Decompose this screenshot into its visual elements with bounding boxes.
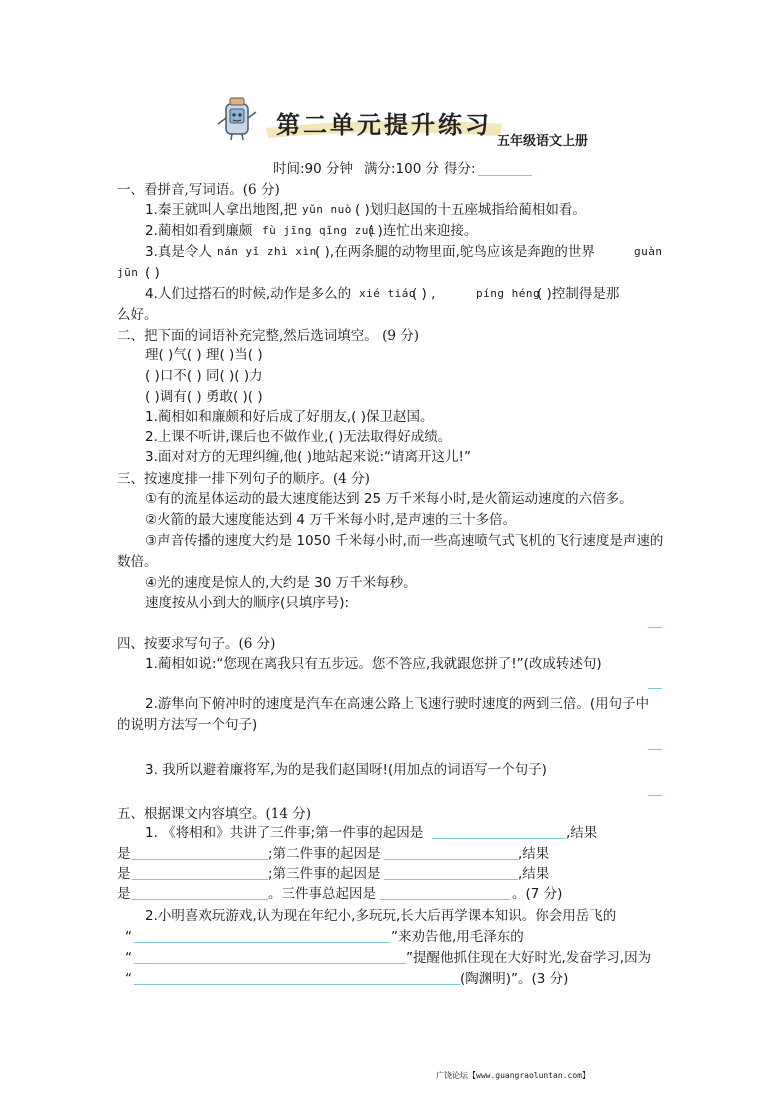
q3-pinyin-2: guàn: [634, 245, 663, 258]
blank-second-cause[interactable]: [384, 859, 518, 860]
story-l3-a: 是: [117, 866, 131, 882]
story-l2-b: ;第二件事的起因是: [268, 846, 381, 862]
idiom-row-3: ( )调有( ) 勇敢( )( ): [145, 389, 263, 405]
q4-text-a: 4.人们过搭石的时候,动作是多么的: [145, 286, 352, 302]
story-l3-b: ;第三件事的起因是: [268, 866, 381, 882]
fill-q3: 3.面对对方的无理纠缠,他( )地站起来说:“请离开这儿!”: [145, 449, 471, 465]
q4-pinyin: xié tiáo: [359, 287, 416, 300]
q2-text-b: ( )连忙出来迎接。: [368, 223, 478, 239]
blank-overall-cause[interactable]: [380, 899, 510, 900]
blank-taoyuanming-quote[interactable]: [134, 984, 460, 985]
rewrite-q3: 3. 我所以避着廉将军,为的是我们赵国呀!(用加点的词语写一个句子): [145, 762, 547, 778]
story-l4-a: 是: [117, 886, 131, 902]
q4-text-c: ( )控制得是那: [537, 286, 620, 302]
quote-q2-a: 2.小明喜欢玩游戏,认为现在年纪小,多玩玩,长大后再学课本知识。你会用岳飞的: [145, 908, 617, 924]
speed-sentence-4: ④光的速度是惊人的,大约是 30 万千米每秒。: [145, 575, 417, 591]
blank-first-cause[interactable]: [432, 838, 566, 839]
quote-open-2: “: [125, 950, 132, 966]
q4-text-d: 么好。: [117, 307, 158, 323]
rewrite-q1: 1.蔺相如说:“您现在离我只有五步远。您不答应,我就跟您拼了!”(改成转述句): [145, 656, 602, 672]
idiom-row-1: 理( )气( ) 理( )当( ): [145, 347, 263, 363]
q1-text-b: ( )划归赵国的十五座城指给蔺相如看。: [355, 202, 586, 218]
quote-open-3: “: [125, 971, 132, 987]
q2-pinyin: fù jīng qǐng zuì: [262, 224, 376, 237]
robot-mascot-icon: [212, 94, 262, 142]
story-l2-c: ,结果: [518, 846, 550, 862]
fill-q2: 2.上课不听讲,课后也不做作业,( )无法取得好成绩。: [145, 429, 452, 445]
section-1-heading: 一、看拼音,写词语。(6 分): [117, 182, 280, 198]
rewrite-q2-answer-line[interactable]: [648, 749, 662, 750]
q2-text-a: 2.蔺相如看到廉颇: [145, 223, 253, 239]
q4-text-b: ( ) ,: [412, 286, 436, 302]
q4-pinyin-2: píng héng: [476, 287, 541, 300]
blank-yuefei-quote[interactable]: [134, 942, 390, 943]
rewrite-q2a: 2.游隼向下俯冲时的速度是汽车在高速公路上飞速行驶时速度的两到三倍。(用句子中: [145, 696, 650, 712]
section-3-heading: 三、按速度排一排下列句子的顺序。(4 分): [117, 471, 370, 487]
story-q1-b: ,结果: [566, 825, 598, 841]
q1-text-a: 1.秦王就叫人拿出地图,把: [145, 202, 298, 218]
fill-q1: 1.蔺相如和廉颇和好后成了好朋友,( )保卫赵国。: [145, 409, 434, 425]
q3-pinyin: nán yǐ zhì xìn: [217, 245, 317, 258]
story-q1-a: 1. 《将相和》共讲了三件事;第一件事的起因是: [145, 825, 424, 841]
q1-pinyin: yǔn nuò: [302, 203, 352, 216]
blank-second-result[interactable]: [132, 879, 268, 880]
section-5-heading: 五、根据课文内容填空。(14 分): [117, 806, 312, 822]
rewrite-q3-answer-line[interactable]: [648, 795, 662, 796]
order-answer-line[interactable]: [648, 627, 662, 628]
blank-maozedong-quote[interactable]: [134, 963, 406, 964]
blank-third-cause[interactable]: [384, 879, 518, 880]
blank-first-result[interactable]: [132, 859, 268, 860]
q3-text-a: 3.真是令人: [145, 244, 212, 260]
idiom-row-2: ( )口不( ) 同( )( )力: [145, 368, 263, 384]
section-2-heading: 二、把下面的词语补充完整,然后选词填空。 (9 分): [117, 328, 419, 344]
story-l2-a: 是: [117, 846, 131, 862]
section-4-heading: 四、按要求写句子。(6 分): [117, 636, 276, 652]
story-l3-c: ,结果: [518, 866, 550, 882]
score-blank[interactable]: [478, 175, 532, 176]
story-l4-b: 。三件事总起因是: [268, 886, 376, 902]
page-title: 第二单元提升练习: [276, 110, 492, 139]
time-info: 时间:90 分钟: [273, 161, 354, 177]
footer-site: 广饶论坛【www.guangraoluntan.com】: [436, 1071, 590, 1080]
score-info: 得分:: [444, 161, 476, 177]
quote-open-1: “: [125, 929, 132, 945]
rewrite-q1-answer-line[interactable]: [648, 688, 662, 689]
grade-label: 五年级语文上册: [497, 134, 589, 149]
q3-text-c: ( ): [145, 265, 160, 281]
quote-q2-b: ”来劝告他,用毛泽东的: [391, 929, 524, 945]
order-prompt: 速度按从小到大的顺序(只填序号):: [145, 595, 350, 611]
quote-q2-c: ”提醒他抓住现在大好时光,发奋学习,因为: [406, 950, 652, 966]
blank-third-result[interactable]: [132, 899, 268, 900]
q3-text-b: ( ),在两条腿的动物里面,鸵鸟应该是奔跑的世界: [315, 244, 595, 260]
speed-sentence-3a: ③声音传播的速度大约是 1050 千米每小时,而一些高速喷气式飞机的飞行速度是声速的: [145, 533, 664, 549]
full-score-info: 满分:100 分: [364, 161, 440, 177]
speed-sentence-3b: 数倍。: [117, 554, 158, 570]
q3-pinyin-3: jūn: [117, 266, 139, 279]
rewrite-q2b: 的说明方法写一个句子): [117, 717, 258, 733]
speed-sentence-1: ①有的流星体运动的最大速度能达到 25 万千米每小时,是火箭运动速度的六倍多。: [145, 491, 633, 507]
speed-sentence-2: ②火箭的最大速度能达到 4 万千米每小时,是声速的三十多倍。: [145, 512, 517, 528]
quote-q2-d: (陶渊明)”。(3 分): [460, 971, 569, 987]
story-l4-c: 。(7 分): [512, 886, 563, 902]
